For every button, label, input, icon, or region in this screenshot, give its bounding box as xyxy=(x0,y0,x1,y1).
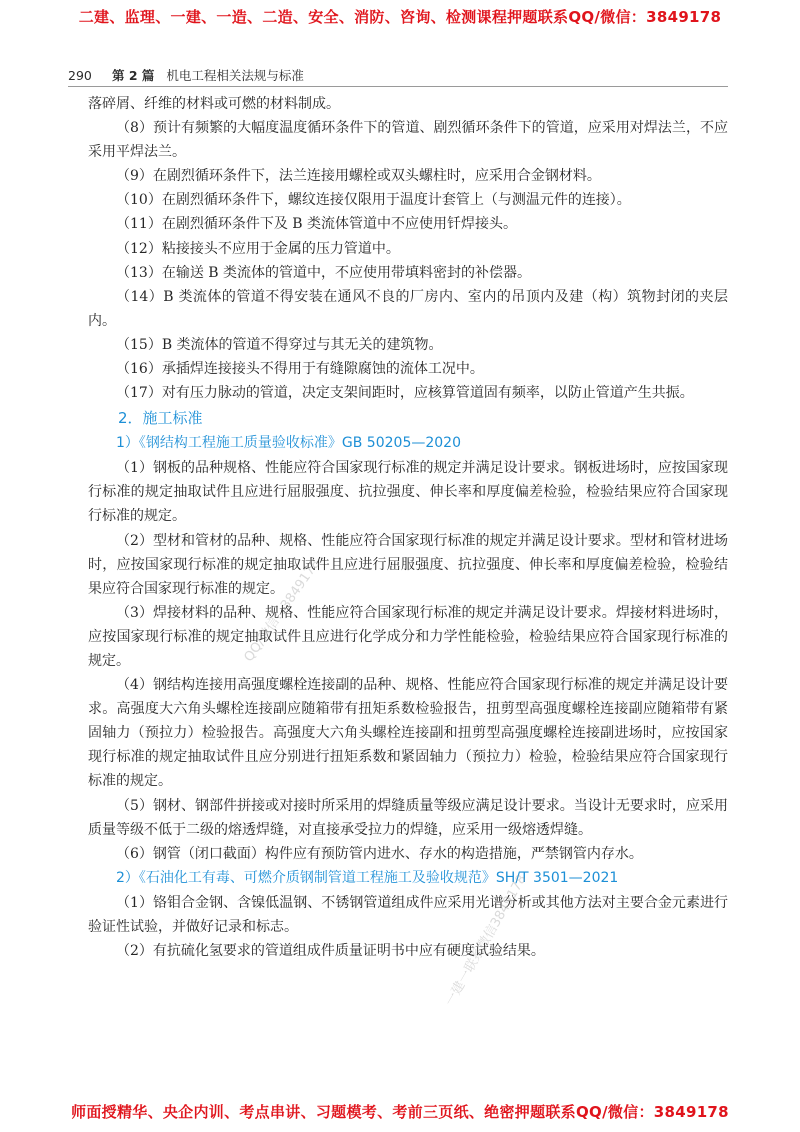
subsection-heading-sh3501: 2）《石油化工有毒、可燃介质钢制管道工程施工及验收规范》SH/T 3501—2021 xyxy=(116,869,619,886)
paragraph: （5）钢材、钢部件拼接或对接时所采用的焊缝质量等级应满足设计要求。当设计无要求时，应采用质量等级不低于二级的熔透焊缝，对直接承受拉力的焊缝，应采用一级熔透焊缝。 xyxy=(88,797,728,838)
promo-banner-bottom: 师面授精华、央企内训、考点串讲、习题模考、考前三页纸、绝密押题联系QQ/微信：3849178 xyxy=(71,1103,729,1121)
paragraph: （2）有抗硫化氢要求的管道组成件质量证明书中应有硬度试验结果。 xyxy=(116,943,545,959)
page-body xyxy=(88,92,728,963)
paragraph: （4）钢结构连接用高强度螺栓连接副的品种、规格、性能应符合国家现行标准的规定并满足设计要求。高强度大六角头螺栓连接副应随箱带有扭矩系数检验报告，扭剪型高强度螺栓连接副应随箱带有紧固轴力（预拉力）检验报告。高强度大六角头螺栓连接副和扭剪型高强度螺栓连接副进场时，应按国家现行标准的规定抽取试件且应分别进行扭矩系数和紧固轴力（预拉力）检验，检验结果应符合国家现行标准的规定。 xyxy=(88,677,728,790)
paragraph: （12）粘接接头不应用于金属的压力管道中。 xyxy=(116,240,400,257)
paragraph: （1）钢板的品种规格、性能应符合国家现行标准的规定并满足设计要求。钢板进场时，应按国家现行标准的规定抽取试件且应进行屈服强度、抗拉强度、伸长率和厚度偏差检验，检验结果应符合国家现行标准的规定。 xyxy=(88,460,728,525)
subsection-heading-gb50205: 1）《钢结构工程施工质量验收标准》GB 50205—2020 xyxy=(116,435,461,452)
paragraph: （17）对有压力脉动的管道，决定支架间距时，应核算管道固有频率，以防止管道产生共振。 xyxy=(116,385,694,402)
paragraph: （3）焊接材料的品种、规格、性能应符合国家现行标准的规定并满足设计要求。焊接材料进场时，应按国家现行标准的规定抽取试件且应进行化学成分和力学性能检验，检验结果应符合国家现行标准的规定。 xyxy=(88,604,728,669)
paragraph: 落碎屑、纤维的材料或可燃的材料制成。 xyxy=(88,96,340,112)
paragraph: （10）在剧烈循环条件下，螺纹连接仅限用于温度计套管上（与测温元件的连接）。 xyxy=(116,192,631,209)
paragraph: （11）在剧烈循环条件下及 B 类流体管道中不应使用钎焊接头。 xyxy=(116,216,518,233)
page-number: 290 xyxy=(68,68,92,83)
section-heading: 2．施工标准 xyxy=(118,409,203,428)
paragraph: （9）在剧烈循环条件下，法兰连接用螺栓或双头螺柱时，应采用合金钢材料。 xyxy=(116,168,601,185)
promo-banner-top: 二建、监理、一建、一造、二造、安全、消防、咨询、检测课程押题联系QQ/微信：3849178 xyxy=(78,8,722,26)
paragraph: （8）预计有频繁的大幅度温度循环条件下的管道、剧烈循环条件下的管道，应采用对焊法兰，不应采用平焊法兰。 xyxy=(88,120,728,161)
paragraph: （15）B 类流体的管道不得穿过与其无关的建筑物。 xyxy=(116,336,443,353)
paragraph: （1）铬钼合金钢、含镍低温钢、不锈钢管道组成件应采用光谱分析或其他方法对主要合金元素进行验证性试验，并做好记录和标志。 xyxy=(88,894,728,935)
running-header xyxy=(68,66,728,84)
chapter-title: 机电工程相关法规与标准 xyxy=(166,68,304,83)
paragraph: （14）B 类流体的管道不得安装在通风不良的厂房内、室内的吊顶内及建（构）筑物封闭的夹层内。 xyxy=(88,288,728,329)
watermark: 一建一联系微信3849178 xyxy=(442,872,530,1009)
part-label: 第 2 篇 xyxy=(112,68,155,83)
header-rule xyxy=(68,86,728,87)
paragraph: （16）承插焊连接接头不得用于有缝隙腐蚀的流体工况中。 xyxy=(116,361,484,378)
paragraph: （13）在输送 B 类流体的管道中，不应使用带填料密封的补偿器。 xyxy=(116,264,532,281)
watermark: QQ/微信：3849178 xyxy=(241,556,324,665)
paragraph: （6）钢管（闭口截面）构件应有预防管内进水、存水的构造措施，严禁钢管内存水。 xyxy=(116,845,643,862)
paragraph: （2）型材和管材的品种、规格、性能应符合国家现行标准的规定并满足设计要求。型材和管材进场时，应按国家现行标准的规定抽取试件且应进行屈服强度、抗拉强度、伸长率和厚度偏差检验，检验结果应符合国家现行标准的规定。 xyxy=(88,532,728,597)
